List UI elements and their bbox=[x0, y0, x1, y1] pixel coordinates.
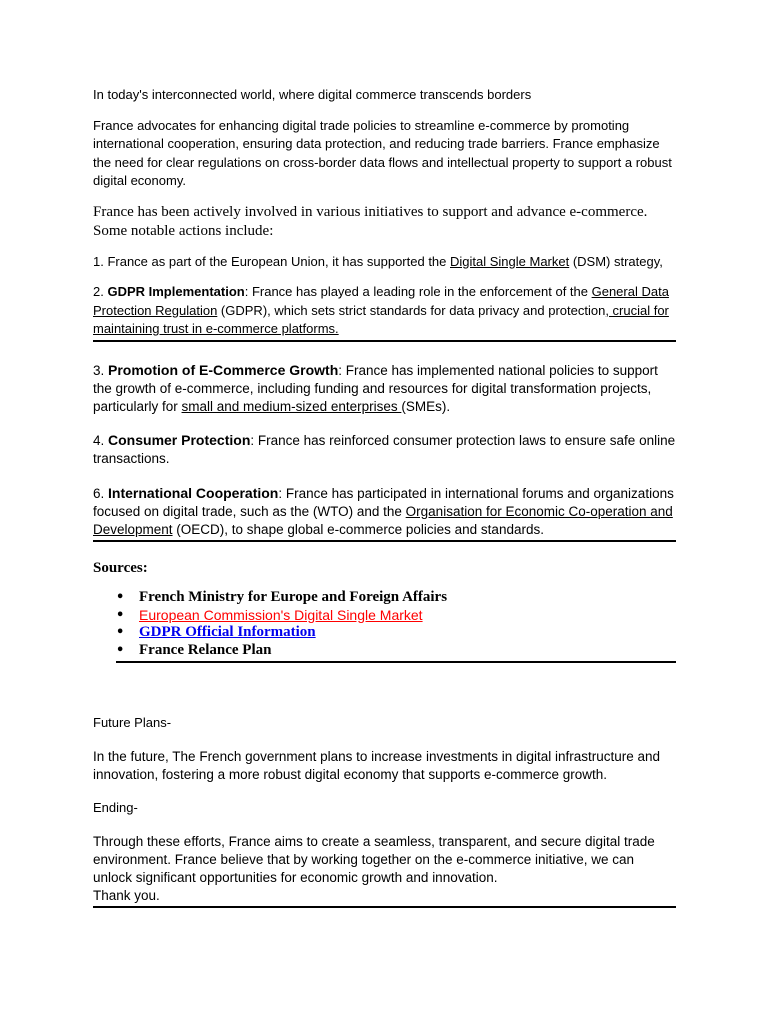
item-1-paragraph bbox=[93, 253, 676, 272]
intro-paragraph: In today's interconnected world, where digital commerce transcends borders bbox=[93, 87, 532, 102]
item-4-heading: Consumer Protection bbox=[108, 432, 251, 449]
oecd-link[interactable]: Organisation for Economic Co-operation and Development bbox=[93, 503, 673, 537]
item-2-paragraph bbox=[93, 283, 676, 339]
item-3-number: 3. bbox=[93, 362, 109, 378]
item-4-paragraph bbox=[93, 431, 676, 468]
item-2-block bbox=[93, 283, 676, 342]
item-3-heading: Promotion of E-Commerce Growth bbox=[108, 361, 339, 378]
sources-heading: Sources: bbox=[93, 560, 148, 577]
digital-single-market-link[interactable]: Digital Single Market bbox=[450, 253, 570, 269]
item-2-text-a: : France has played a leading role in the enforcement of the bbox=[244, 284, 592, 299]
source-item-france-relance: • France Relance Plan bbox=[139, 642, 676, 660]
ending-paragraph: Through these efforts, France aims to create a seamless, transparent, and secure digital trade environment. France believe that by working together on the e-commerce initiative, we can unlock significant opportunities for economic growth and innovation. bbox=[93, 833, 655, 885]
item-2-number: 2. bbox=[93, 284, 108, 299]
sources-block bbox=[116, 589, 676, 663]
trust-link[interactable]: , crucial for maintaining trust in e-commerce platforms. bbox=[93, 302, 669, 336]
ending-block bbox=[93, 833, 676, 909]
item-4-number: 4. bbox=[93, 433, 109, 449]
sources-list bbox=[116, 589, 676, 659]
advocacy-paragraph: France advocates for enhancing digital trade policies to streamline e-commerce by promoting international cooperation, ensuring data protection, and reducing trade barriers. France emphasize the need for clear regulations on cross-border data flows and intellectual property to support a robust digital economy. bbox=[93, 117, 672, 188]
gdpr-link[interactable]: General Data Protection Regulation bbox=[93, 284, 669, 318]
source-link-gdpr[interactable]: • GDPR Official Information bbox=[139, 624, 676, 642]
item-1-prefix: 1. France as part of the European Union, it has supported the bbox=[93, 253, 450, 269]
item-2-heading: GDPR Implementation bbox=[107, 284, 245, 299]
item-3-text-a: : France has implemented national policies to support the growth of e-commerce, including funding and resources for digital transformation projects, particularly for bbox=[93, 362, 658, 414]
item-6-paragraph bbox=[93, 484, 676, 540]
initiatives-intro-paragraph: France has been actively involved in various initiatives to support and advance e-commerce. Some notable actions include: bbox=[93, 203, 648, 239]
document-page bbox=[93, 86, 676, 908]
source-link-european-commission[interactable]: • European Commission's Digital Single Market bbox=[139, 607, 676, 625]
item-6-text-b: (OECD), to shape global e-commerce policies and standards. bbox=[172, 521, 544, 537]
item-3-paragraph bbox=[93, 361, 676, 417]
item-4-text: : France has reinforced consumer protection laws to ensure safe online transactions. bbox=[93, 433, 676, 467]
item-6-heading: International Cooperation bbox=[108, 484, 279, 501]
item-6-text-a: : France has participated in international forums and organizations focused on digital trade, such as the (WTO) and the bbox=[93, 485, 674, 519]
item-6-block bbox=[93, 484, 676, 543]
item-1-suffix: (DSM) strategy, bbox=[569, 253, 663, 269]
item-6-number: 6. bbox=[93, 485, 109, 501]
source-item-ministry: • French Ministry for Europe and Foreign Affairs bbox=[139, 589, 676, 607]
item-3-text-b: (SMEs). bbox=[401, 398, 451, 414]
item-2-text-b: (GDPR), which sets strict standards for data privacy and protection bbox=[217, 302, 606, 318]
future-plans-heading: Future Plans- bbox=[93, 715, 172, 731]
future-plans-paragraph: In the future, The French government plans to increase investments in digital infrastructure and innovation, fostering a more robust digital economy that supports e-commerce growth. bbox=[93, 748, 661, 782]
thank-you-text: Thank you. bbox=[93, 888, 160, 904]
ending-heading: Ending- bbox=[93, 800, 138, 816]
sme-link[interactable]: small and medium-sized enterprises bbox=[181, 398, 402, 414]
